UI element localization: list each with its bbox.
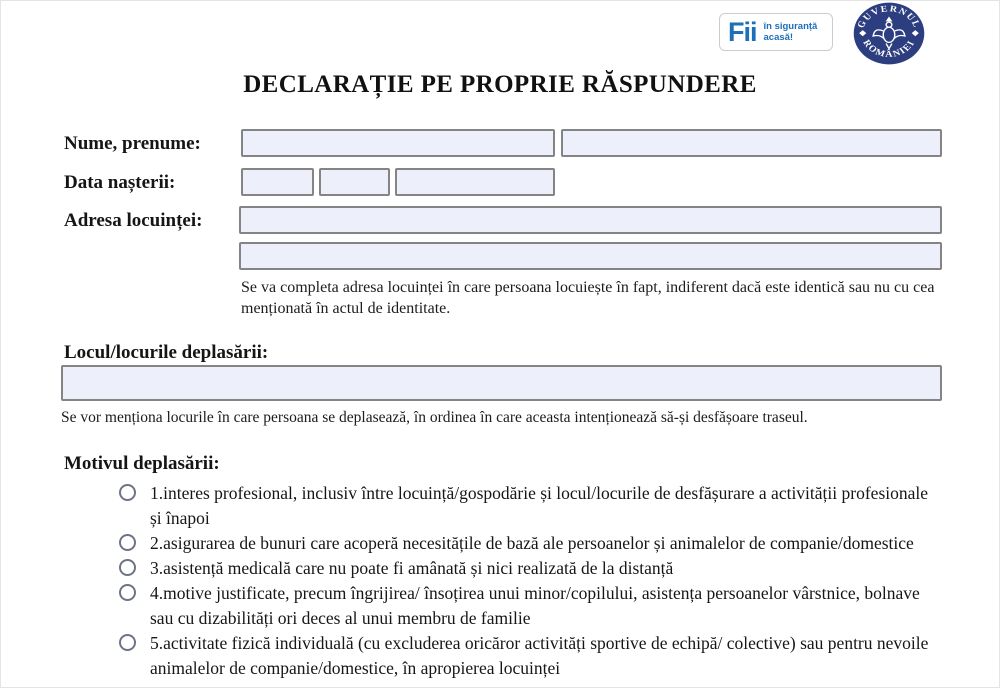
svg-text:GUVERNUL: GUVERNUL bbox=[856, 4, 922, 30]
reason-option-1-label: 1.interes profesional, inclusiv între locuință/gospodărie și locul/locurile de desfășurare a activității profesionale și înapoi bbox=[150, 483, 929, 528]
birth-date-label: Data nașterii: bbox=[64, 172, 176, 193]
address-label: Adresa locuinței: bbox=[64, 210, 203, 231]
travel-reason-label: Motivul deplasării: bbox=[64, 453, 220, 474]
reason-option-3-label: 3.asistență medicală care nu poate fi amânată și nici realizată de la distanță bbox=[150, 558, 674, 578]
birth-year-input[interactable] bbox=[395, 168, 555, 196]
reason-option-5-label: 5.activitate fizică individuală (cu excluderea oricăror activități sportive de echipă/ colective) sau pentru nevoile animalelor de companie/domestice, în apropierea locuinței bbox=[150, 633, 929, 678]
fii-logo-text: Fii bbox=[728, 16, 757, 47]
travel-location-note: Se vor menționa locurile în care persoana se deplasează, în ordinea în care aceasta intenționează să-și desfășoare traseul. bbox=[61, 409, 808, 426]
radio-reason-3[interactable] bbox=[119, 559, 136, 576]
reason-option-2 bbox=[61, 531, 949, 556]
page-title: DECLARAȚIE PE PROPRIE RĂSPUNDERE bbox=[243, 71, 757, 98]
radio-reason-1[interactable] bbox=[119, 484, 136, 501]
radio-reason-5[interactable] bbox=[119, 634, 136, 651]
radio-reason-4[interactable] bbox=[119, 584, 136, 601]
birth-month-input[interactable] bbox=[319, 168, 390, 196]
last-name-input[interactable] bbox=[241, 129, 555, 157]
radio-reason-2[interactable] bbox=[119, 534, 136, 551]
romania-government-seal-icon bbox=[853, 2, 925, 65]
first-name-input[interactable] bbox=[561, 129, 942, 157]
reason-option-3 bbox=[61, 556, 949, 581]
reason-option-1 bbox=[61, 481, 949, 531]
travel-location-input[interactable] bbox=[61, 365, 942, 401]
svg-text:ROMÂNIEI: ROMÂNIEI bbox=[860, 38, 918, 60]
reason-option-4 bbox=[61, 581, 949, 631]
reason-option-4-label: 4.motive justificate, precum îngrijirea/ însoțirea unui minor/copilului, asistența persoanelor vârstnice, bolnave sau cu dizabilități ori deces al unui membru de familie bbox=[150, 583, 920, 628]
reason-option-2-label: 2.asigurarea de bunuri care acoperă necesitățile de bază ale persoanelor și animalelor de companie/domestice bbox=[150, 533, 914, 553]
name-label: Nume, prenume: bbox=[64, 133, 201, 154]
reason-option-5 bbox=[61, 631, 949, 681]
address-note: Se va completa adresa locuinței în care persoana locuiește în fapt, indiferent dacă este identică sau nu cu cea menționată în actul de identitate. bbox=[241, 279, 935, 317]
fii-logo-tagline: în siguranță acasă! bbox=[763, 20, 818, 43]
address-input-line2[interactable] bbox=[239, 242, 942, 270]
address-input-line1[interactable] bbox=[239, 206, 942, 234]
travel-reason-options bbox=[61, 481, 949, 681]
travel-location-label: Locul/locurile deplasării: bbox=[64, 342, 269, 363]
birth-day-input[interactable] bbox=[241, 168, 314, 196]
fii-in-siguranta-logo bbox=[719, 13, 833, 51]
